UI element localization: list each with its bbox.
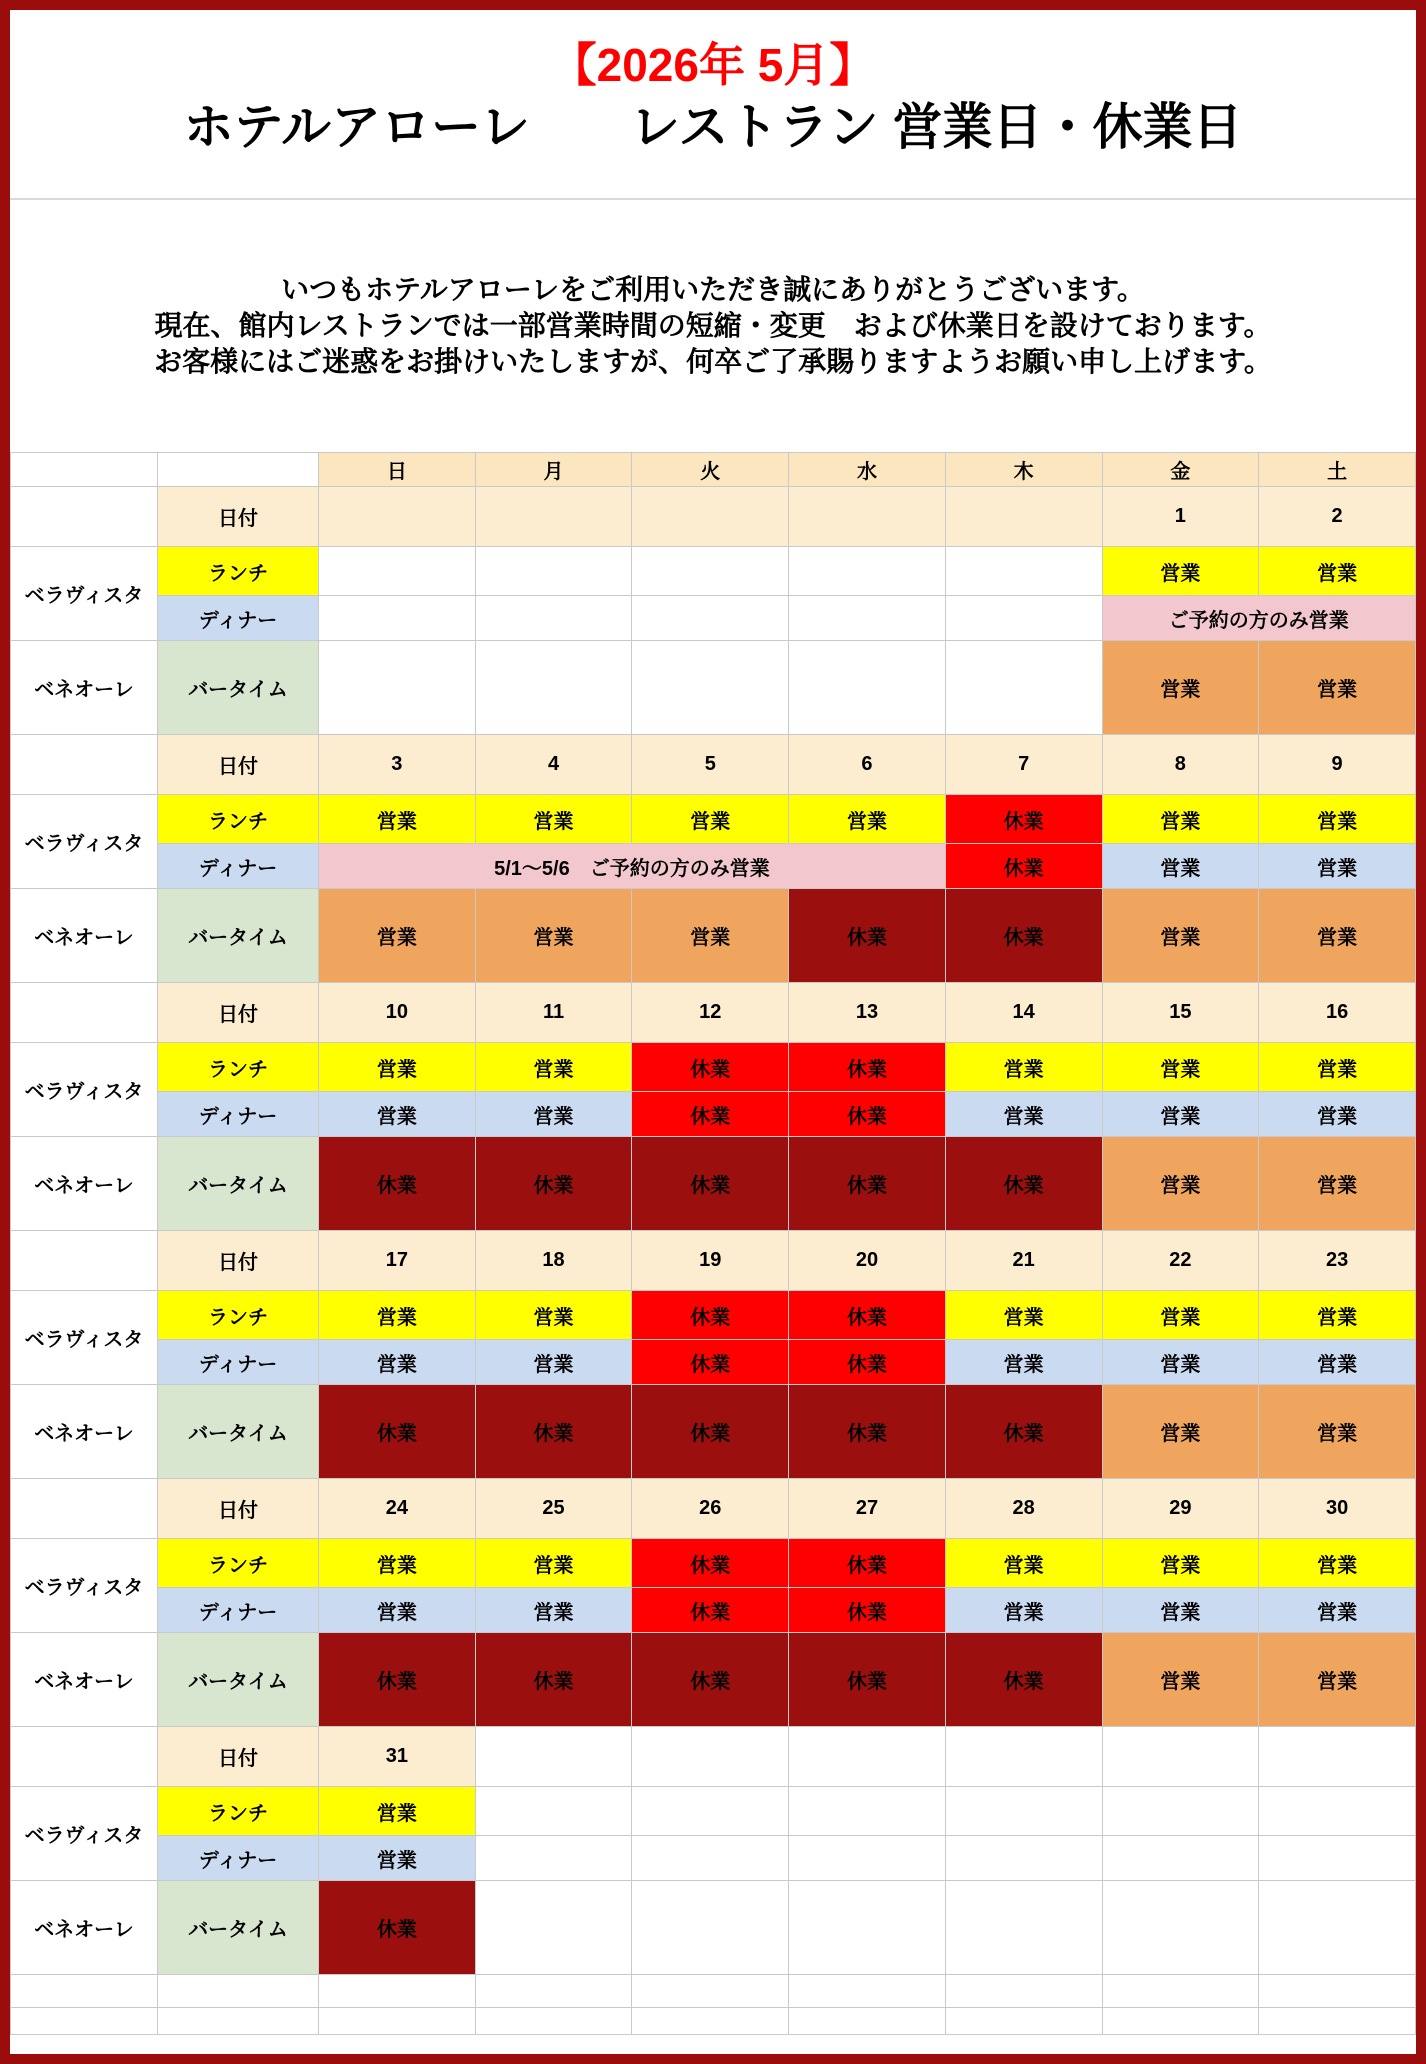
dinner-status-cell: [1102, 1836, 1259, 1881]
dinner-status-cell: 営業: [1102, 1340, 1259, 1385]
date-cell: 7: [945, 735, 1102, 795]
bar-status-cell: [945, 1881, 1102, 1975]
empty-cell: [158, 2008, 319, 2035]
dinner-status-cell: 休業: [632, 1092, 789, 1137]
date-cell: 2: [1259, 487, 1416, 547]
date-cell: 21: [945, 1231, 1102, 1291]
bar-status-cell: 休業: [945, 1385, 1102, 1479]
empty-cell: [945, 1975, 1102, 2008]
bar-status-cell: 休業: [319, 1385, 476, 1479]
lunch-status-cell: 営業: [789, 795, 946, 844]
lunch-status-cell: 営業: [1102, 1291, 1259, 1340]
bar-row-label: バータイム: [158, 1881, 319, 1975]
bar-row: [11, 1137, 1416, 1231]
lunch-status-cell: 営業: [319, 1539, 476, 1588]
name-blank-cell: [11, 1727, 158, 1787]
bar-status-cell: 営業: [1259, 641, 1416, 735]
date-cell: 8: [1102, 735, 1259, 795]
bar-status-cell: [632, 1881, 789, 1975]
lunch-row: [11, 795, 1416, 844]
title-block: [10, 10, 1416, 200]
empty-cell: [789, 1975, 946, 2008]
empty-cell: [1259, 1975, 1416, 2008]
date-row: [11, 983, 1416, 1043]
date-cell: [475, 1727, 632, 1787]
lunch-row-label: ランチ: [158, 1539, 319, 1588]
bar-status-cell: 休業: [789, 1385, 946, 1479]
date-cell: [789, 487, 946, 547]
dinner-row: [11, 1340, 1416, 1385]
bar-row: [11, 641, 1416, 735]
lunch-status-cell: [632, 547, 789, 596]
name-blank-cell: [11, 487, 158, 547]
bar-row: [11, 889, 1416, 983]
dinner-status-cell: 営業: [945, 1588, 1102, 1633]
calendar-table-body: [11, 453, 1416, 2035]
restaurant-beneore: ベネオーレ: [11, 641, 158, 735]
lunch-row-label: ランチ: [158, 1787, 319, 1836]
date-row: [11, 487, 1416, 547]
bar-status-cell: 営業: [1259, 1633, 1416, 1727]
date-cell: 12: [632, 983, 789, 1043]
lunch-status-cell: 営業: [1102, 1539, 1259, 1588]
dinner-row: [11, 596, 1416, 641]
lunch-status-cell: [632, 1787, 789, 1836]
date-cell: 16: [1259, 983, 1416, 1043]
dinner-row-label: ディナー: [158, 844, 319, 889]
dinner-status-cell: 営業: [319, 1588, 476, 1633]
bar-status-cell: 休業: [319, 1137, 476, 1231]
dinner-status-cell: [789, 596, 946, 641]
lunch-status-cell: 営業: [319, 1291, 476, 1340]
bar-status-cell: 営業: [1102, 889, 1259, 983]
lunch-row: [11, 1043, 1416, 1092]
lunch-status-cell: [475, 547, 632, 596]
date-cell: 26: [632, 1479, 789, 1539]
date-cell: [632, 487, 789, 547]
bar-status-cell: 営業: [1102, 1385, 1259, 1479]
corner-blank-cell: [11, 453, 158, 487]
date-cell: 6: [789, 735, 946, 795]
date-cell: 28: [945, 1479, 1102, 1539]
empty-cell: [319, 2008, 476, 2035]
date-cell: 24: [319, 1479, 476, 1539]
bar-status-cell: [789, 1881, 946, 1975]
bar-status-cell: [475, 641, 632, 735]
lunch-status-cell: 営業: [1259, 1043, 1416, 1092]
bar-row-label: バータイム: [158, 1633, 319, 1727]
lunch-status-cell: [1259, 1787, 1416, 1836]
dinner-row-label: ディナー: [158, 1092, 319, 1137]
date-cell: 15: [1102, 983, 1259, 1043]
restaurant-bellavista: ベラヴィスタ: [11, 1291, 158, 1385]
dinner-status-cell: 休業: [632, 1588, 789, 1633]
bar-status-cell: 休業: [945, 889, 1102, 983]
lunch-status-cell: 営業: [1259, 795, 1416, 844]
bar-row: [11, 1881, 1416, 1975]
date-cell: [319, 487, 476, 547]
empty-row: [11, 1975, 1416, 2008]
date-cell: 17: [319, 1231, 476, 1291]
date-cell: 29: [1102, 1479, 1259, 1539]
empty-cell: [475, 2008, 632, 2035]
date-row-label: 日付: [158, 1231, 319, 1291]
date-cell: 22: [1102, 1231, 1259, 1291]
weekday-header-cell: 日: [319, 453, 476, 487]
empty-cell: [11, 1975, 158, 2008]
dinner-status-cell: 休業: [945, 844, 1102, 889]
dinner-status-cell: 営業: [1259, 1588, 1416, 1633]
corner-blank-cell: [158, 453, 319, 487]
lunch-status-cell: 営業: [319, 795, 476, 844]
dinner-status-cell: 営業: [1102, 844, 1259, 889]
calendar-table: [10, 452, 1416, 2035]
lunch-row-label: ランチ: [158, 1291, 319, 1340]
empty-cell: [945, 2008, 1102, 2035]
lunch-status-cell: 休業: [945, 795, 1102, 844]
lunch-status-cell: 営業: [945, 1539, 1102, 1588]
dinner-status-cell: 営業: [475, 1092, 632, 1137]
dinner-status-cell: 営業: [475, 1588, 632, 1633]
dinner-row-label: ディナー: [158, 1588, 319, 1633]
lunch-status-cell: 営業: [475, 1043, 632, 1092]
dinner-status-cell: ご予約の方のみ営業: [1102, 596, 1415, 641]
lunch-row: [11, 1539, 1416, 1588]
bar-status-cell: 営業: [1259, 1137, 1416, 1231]
dinner-status-cell: 営業: [1102, 1588, 1259, 1633]
dinner-status-cell: 営業: [945, 1340, 1102, 1385]
bar-row-label: バータイム: [158, 1385, 319, 1479]
bar-status-cell: 営業: [1259, 889, 1416, 983]
lunch-status-cell: 休業: [789, 1043, 946, 1092]
empty-row: [11, 2008, 1416, 2035]
bar-status-cell: 休業: [632, 1385, 789, 1479]
lunch-status-cell: [945, 1787, 1102, 1836]
dinner-status-cell: [632, 1836, 789, 1881]
date-cell: 19: [632, 1231, 789, 1291]
bar-status-cell: 休業: [475, 1633, 632, 1727]
restaurant-beneore: ベネオーレ: [11, 1633, 158, 1727]
date-cell: 25: [475, 1479, 632, 1539]
lunch-status-cell: [1102, 1787, 1259, 1836]
dinner-status-cell: 営業: [319, 1836, 476, 1881]
dinner-status-cell: 営業: [1259, 1092, 1416, 1137]
dinner-row: [11, 844, 1416, 889]
bar-status-cell: 営業: [632, 889, 789, 983]
dinner-status-cell: 営業: [945, 1092, 1102, 1137]
lunch-status-cell: 休業: [789, 1291, 946, 1340]
lunch-row: [11, 1291, 1416, 1340]
bar-status-cell: [789, 641, 946, 735]
bar-status-cell: 営業: [1102, 1137, 1259, 1231]
date-cell: [475, 487, 632, 547]
date-cell: 4: [475, 735, 632, 795]
date-cell: [632, 1727, 789, 1787]
dinner-status-cell: 営業: [1259, 844, 1416, 889]
lunch-status-cell: 営業: [1259, 1539, 1416, 1588]
dinner-status-cell: [475, 596, 632, 641]
dinner-status-cell: 休業: [632, 1340, 789, 1385]
bar-status-cell: 営業: [475, 889, 632, 983]
dinner-status-cell: 営業: [319, 1092, 476, 1137]
dinner-status-cell: [945, 596, 1102, 641]
lunch-status-cell: 休業: [632, 1043, 789, 1092]
dinner-status-cell: [789, 1836, 946, 1881]
date-cell: [1102, 1727, 1259, 1787]
empty-cell: [319, 1975, 476, 2008]
date-cell: [945, 487, 1102, 547]
lunch-status-cell: 営業: [1102, 1043, 1259, 1092]
date-cell: 30: [1259, 1479, 1416, 1539]
date-cell: 3: [319, 735, 476, 795]
bar-row-label: バータイム: [158, 889, 319, 983]
date-row: [11, 1727, 1416, 1787]
weekday-header-cell: 月: [475, 453, 632, 487]
name-blank-cell: [11, 983, 158, 1043]
restaurant-bellavista: ベラヴィスタ: [11, 1539, 158, 1633]
lunch-row-label: ランチ: [158, 547, 319, 596]
weekday-header-cell: 土: [1259, 453, 1416, 487]
date-cell: [1259, 1727, 1416, 1787]
lunch-row: [11, 1787, 1416, 1836]
dinner-status-cell: [319, 596, 476, 641]
lunch-status-cell: [475, 1787, 632, 1836]
restaurant-beneore: ベネオーレ: [11, 1137, 158, 1231]
bar-status-cell: [475, 1881, 632, 1975]
dinner-status-cell: 営業: [1102, 1092, 1259, 1137]
date-cell: 20: [789, 1231, 946, 1291]
dinner-status-cell: [945, 1836, 1102, 1881]
restaurant-beneore: ベネオーレ: [11, 1385, 158, 1479]
lunch-row-label: ランチ: [158, 1043, 319, 1092]
dinner-status-cell: 営業: [1259, 1340, 1416, 1385]
restaurant-bellavista: ベラヴィスタ: [11, 795, 158, 889]
intro-line-1: いつもホテルアローレをご利用いただき誠にありがとうございます。: [281, 274, 1145, 305]
lunch-status-cell: 営業: [1259, 1291, 1416, 1340]
lunch-status-cell: 営業: [632, 795, 789, 844]
lunch-status-cell: 営業: [475, 1539, 632, 1588]
bar-status-cell: 営業: [1259, 1385, 1416, 1479]
lunch-status-cell: 営業: [1102, 795, 1259, 844]
date-cell: 23: [1259, 1231, 1416, 1291]
date-row-label: 日付: [158, 487, 319, 547]
bar-status-cell: 休業: [475, 1137, 632, 1231]
bar-status-cell: 営業: [1102, 641, 1259, 735]
empty-cell: [632, 1975, 789, 2008]
lunch-status-cell: 休業: [789, 1539, 946, 1588]
lunch-status-cell: 営業: [475, 1291, 632, 1340]
bar-status-cell: 休業: [632, 1137, 789, 1231]
weekday-header-row: [11, 453, 1416, 487]
bar-status-cell: [632, 641, 789, 735]
intro-line-3: お客様にはご迷惑をお掛けいたしますが、何卒ご了承賜りますようお願い申し上げます。: [154, 346, 1272, 377]
intro-text: [10, 272, 1416, 380]
dinner-row: [11, 1092, 1416, 1137]
date-row: [11, 735, 1416, 795]
bar-status-cell: 休業: [789, 1137, 946, 1231]
lunch-status-cell: [789, 1787, 946, 1836]
dinner-row-label: ディナー: [158, 596, 319, 641]
lunch-status-cell: [945, 547, 1102, 596]
lunch-status-cell: [319, 547, 476, 596]
empty-cell: [1102, 2008, 1259, 2035]
empty-cell: [632, 2008, 789, 2035]
bar-row-label: バータイム: [158, 1137, 319, 1231]
date-cell: 5: [632, 735, 789, 795]
lunch-status-cell: 休業: [632, 1291, 789, 1340]
name-blank-cell: [11, 1231, 158, 1291]
restaurant-bellavista: ベラヴィスタ: [11, 1043, 158, 1137]
dinner-status-cell: [632, 596, 789, 641]
date-row-label: 日付: [158, 735, 319, 795]
date-cell: 13: [789, 983, 946, 1043]
restaurant-beneore: ベネオーレ: [11, 889, 158, 983]
bar-status-cell: 休業: [945, 1137, 1102, 1231]
dinner-status-cell: 休業: [789, 1092, 946, 1137]
date-row: [11, 1479, 1416, 1539]
bar-status-cell: 休業: [789, 1633, 946, 1727]
bar-status-cell: [945, 641, 1102, 735]
lunch-row: [11, 547, 1416, 596]
lunch-status-cell: 営業: [1102, 547, 1259, 596]
dinner-status-cell: 5/1～5/6 ご予約の方のみ営業: [319, 844, 946, 889]
restaurant-bellavista: ベラヴィスタ: [11, 1787, 158, 1881]
lunch-status-cell: 営業: [945, 1291, 1102, 1340]
empty-cell: [789, 2008, 946, 2035]
empty-cell: [158, 1975, 319, 2008]
date-cell: [945, 1727, 1102, 1787]
dinner-status-cell: 営業: [319, 1340, 476, 1385]
bar-status-cell: 営業: [1102, 1633, 1259, 1727]
bar-status-cell: 営業: [319, 889, 476, 983]
weekday-header-cell: 火: [632, 453, 789, 487]
date-row: [11, 1231, 1416, 1291]
date-cell: 31: [319, 1727, 476, 1787]
name-blank-cell: [11, 735, 158, 795]
bar-status-cell: [1259, 1881, 1416, 1975]
dinner-row: [11, 1836, 1416, 1881]
bar-status-cell: 休業: [945, 1633, 1102, 1727]
lunch-status-cell: 営業: [1259, 547, 1416, 596]
date-cell: 18: [475, 1231, 632, 1291]
date-cell: 9: [1259, 735, 1416, 795]
lunch-status-cell: 営業: [319, 1787, 476, 1836]
date-cell: 10: [319, 983, 476, 1043]
bar-status-cell: [1102, 1881, 1259, 1975]
lunch-status-cell: 営業: [475, 795, 632, 844]
bar-status-cell: 休業: [789, 889, 946, 983]
title-month: 【2026年 5月】: [550, 39, 876, 91]
restaurant-bellavista: ベラヴィスタ: [11, 547, 158, 641]
bar-status-cell: [319, 641, 476, 735]
date-cell: 11: [475, 983, 632, 1043]
weekday-header-cell: 木: [945, 453, 1102, 487]
empty-cell: [11, 2008, 158, 2035]
lunch-status-cell: 営業: [945, 1043, 1102, 1092]
date-row-label: 日付: [158, 1479, 319, 1539]
dinner-status-cell: 休業: [789, 1588, 946, 1633]
dinner-row-label: ディナー: [158, 1836, 319, 1881]
restaurant-beneore: ベネオーレ: [11, 1881, 158, 1975]
dinner-row: [11, 1588, 1416, 1633]
bar-status-cell: 休業: [475, 1385, 632, 1479]
dinner-status-cell: [1259, 1836, 1416, 1881]
lunch-row-label: ランチ: [158, 795, 319, 844]
date-cell: 1: [1102, 487, 1259, 547]
weekday-header-cell: 水: [789, 453, 946, 487]
dinner-status-cell: 休業: [789, 1340, 946, 1385]
dinner-status-cell: 営業: [475, 1340, 632, 1385]
empty-cell: [1102, 1975, 1259, 2008]
date-cell: 14: [945, 983, 1102, 1043]
dinner-row-label: ディナー: [158, 1340, 319, 1385]
weekday-header-cell: 金: [1102, 453, 1259, 487]
bar-row: [11, 1633, 1416, 1727]
lunch-status-cell: [789, 547, 946, 596]
bar-status-cell: 休業: [319, 1633, 476, 1727]
lunch-status-cell: 営業: [319, 1043, 476, 1092]
bar-row-label: バータイム: [158, 641, 319, 735]
dinner-status-cell: [475, 1836, 632, 1881]
lunch-status-cell: 休業: [632, 1539, 789, 1588]
date-cell: [789, 1727, 946, 1787]
date-row-label: 日付: [158, 1727, 319, 1787]
bar-row: [11, 1385, 1416, 1479]
intro-line-2: 現在、館内レストランでは一部営業時間の短縮・変更 および休業日を設けております。: [154, 310, 1272, 341]
name-blank-cell: [11, 1479, 158, 1539]
empty-cell: [475, 1975, 632, 2008]
page-title: ホテルアローレ レストラン 営業日・休業日: [183, 99, 1243, 155]
date-row-label: 日付: [158, 983, 319, 1043]
empty-cell: [1259, 2008, 1416, 2035]
bar-status-cell: 休業: [632, 1633, 789, 1727]
date-cell: 27: [789, 1479, 946, 1539]
bar-status-cell: 休業: [319, 1881, 476, 1975]
